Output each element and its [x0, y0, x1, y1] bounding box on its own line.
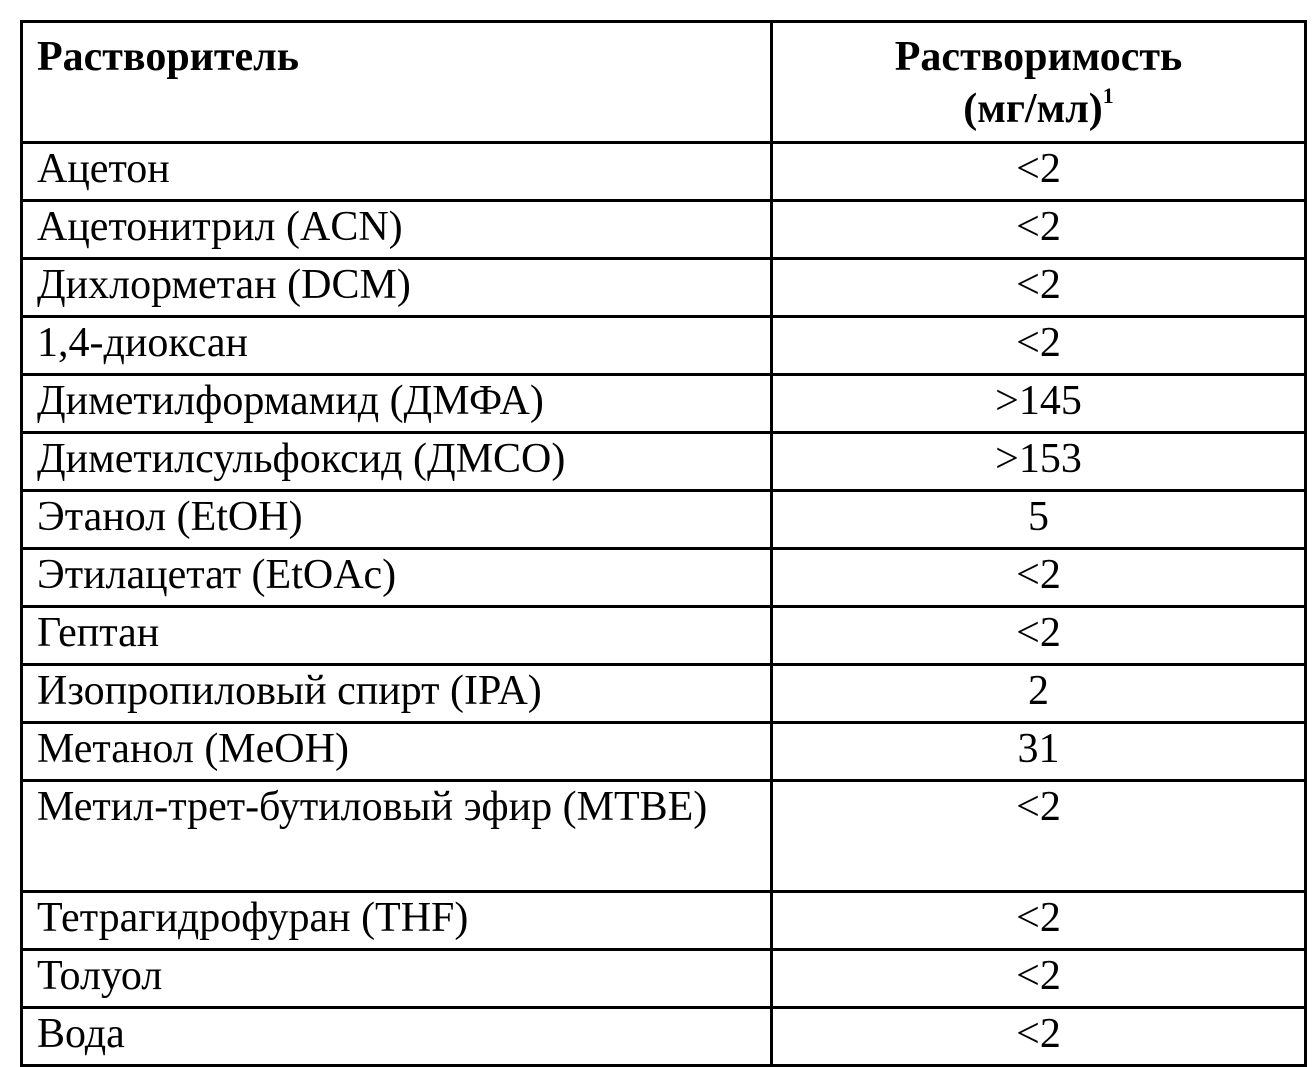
- table-row: [22, 433, 1306, 491]
- table-row: [22, 143, 1306, 201]
- solvent-cell: Диметилформамид (ДМФА): [22, 375, 772, 433]
- solvent-cell: 1,4-диоксан: [22, 317, 772, 375]
- table-row: [22, 665, 1306, 723]
- solvent-cell: Тетрагидрофуран (THF): [22, 892, 772, 950]
- table-row: [22, 1008, 1306, 1066]
- solvent-cell: Метанол (MeOH): [22, 723, 772, 781]
- solubility-cell: <2: [772, 259, 1306, 317]
- table-row: [22, 607, 1306, 665]
- solubility-cell: <2: [772, 143, 1306, 201]
- solubility-cell: <2: [772, 607, 1306, 665]
- solvent-cell: Толуол: [22, 950, 772, 1008]
- solvent-cell: Гептан: [22, 607, 772, 665]
- table-row: [22, 259, 1306, 317]
- solubility-cell: <2: [772, 781, 1306, 892]
- solvent-cell: Ацетонитрил (ACN): [22, 201, 772, 259]
- solubility-table: [20, 20, 1307, 1067]
- table-body: [22, 143, 1306, 1066]
- solubility-cell: >153: [772, 433, 1306, 491]
- solubility-cell: <2: [772, 201, 1306, 259]
- table-row: [22, 375, 1306, 433]
- table-row: [22, 201, 1306, 259]
- table-row: [22, 781, 1306, 892]
- table-row: [22, 317, 1306, 375]
- solvent-cell: Ацетон: [22, 143, 772, 201]
- table-row: [22, 892, 1306, 950]
- solubility-cell: <2: [772, 1008, 1306, 1066]
- solvent-cell: Вода: [22, 1008, 772, 1066]
- header-solubility-unit: (мг/мл): [963, 86, 1103, 132]
- footnote-marker: 1: [1102, 83, 1114, 108]
- solubility-cell: >145: [772, 375, 1306, 433]
- solvent-cell: Метил-трет-бутиловый эфир (MTBE): [22, 781, 772, 892]
- table-row: [22, 491, 1306, 549]
- header-solvent: Растворитель: [22, 22, 772, 143]
- solvent-cell: Этилацетат (EtOAc): [22, 549, 772, 607]
- solubility-cell: <2: [772, 549, 1306, 607]
- solubility-cell: 5: [772, 491, 1306, 549]
- solubility-cell: <2: [772, 950, 1306, 1008]
- header-solubility: [772, 22, 1306, 143]
- table-row: [22, 950, 1306, 1008]
- solubility-cell: <2: [772, 892, 1306, 950]
- header-row: [22, 22, 1306, 143]
- table-row: [22, 549, 1306, 607]
- table-row: [22, 723, 1306, 781]
- table-header: [22, 22, 1306, 143]
- solubility-cell: 31: [772, 723, 1306, 781]
- solvent-cell: Дихлорметан (DCM): [22, 259, 772, 317]
- solubility-cell: 2: [772, 665, 1306, 723]
- header-solubility-line1: Растворимость: [894, 34, 1183, 80]
- solvent-cell: Этанол (EtOH): [22, 491, 772, 549]
- header-solubility-line2: [787, 83, 1290, 135]
- solvent-cell: Диметилсульфоксид (ДМСО): [22, 433, 772, 491]
- solubility-cell: <2: [772, 317, 1306, 375]
- solvent-cell: Изопропиловый спирт (IPA): [22, 665, 772, 723]
